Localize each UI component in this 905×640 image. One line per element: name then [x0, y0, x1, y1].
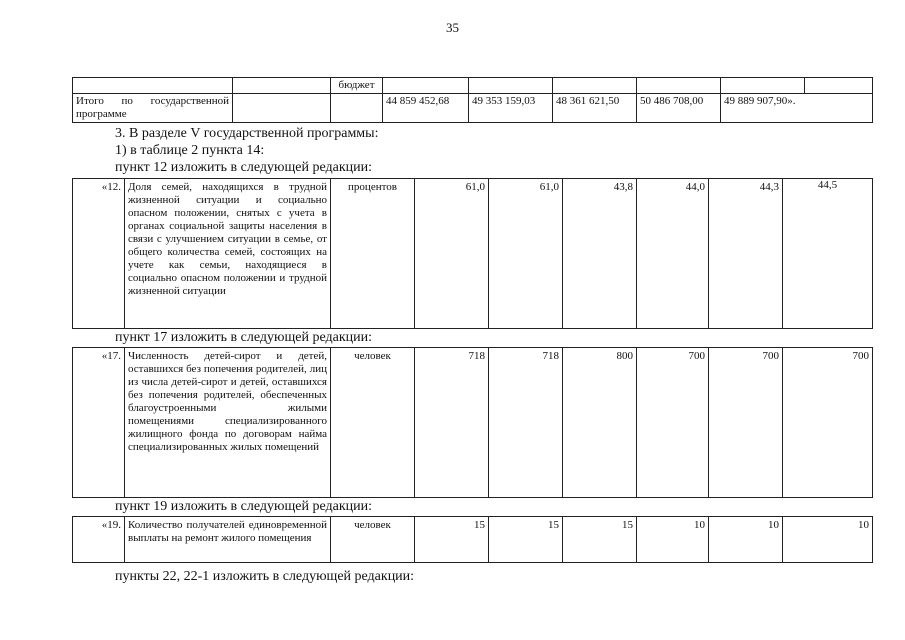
value-cell: 44,3 [709, 179, 783, 329]
value-cell: 700 [709, 348, 783, 498]
table-row [73, 78, 873, 94]
indicator-description: Доля семей, находящихся в трудной жизненной ситуации и социально опасном положении, снятых с учета в органах социальной защиты населения в связи с улучшением ситуации в семье, от общего количества семей, состоящих на учете как семьи, находящиеся в социально опасном положении и трудной жизненной ситуации [125, 179, 331, 329]
value-cell: 61,0 [489, 179, 563, 329]
value-cell: 10 [709, 517, 783, 563]
table-row [73, 517, 873, 563]
value-cell: 43,8 [563, 179, 637, 329]
table-row [73, 179, 873, 329]
total-value: 49 353 159,03 [469, 94, 553, 123]
indicator-table-19 [72, 516, 873, 563]
paragraph: пункт 19 изложить в следующей редакции: [115, 499, 372, 514]
paragraph: 3. В разделе V государственной программы: [115, 126, 379, 141]
row-number: «19. [73, 517, 125, 563]
indicator-table-12 [72, 178, 873, 329]
value-cell: 44,0 [637, 179, 709, 329]
indicator-table-17 [72, 347, 873, 498]
value-cell: 718 [415, 348, 489, 498]
total-value: 49 889 907,90». [721, 94, 873, 123]
value-cell: 718 [489, 348, 563, 498]
value-cell: 800 [563, 348, 637, 498]
indicator-description: Количество получателей единовременной выплаты на ремонт жилого помещения [125, 517, 331, 563]
indicator-description: Численность детей-сирот и детей, оставшихся без попечения родителей, лиц из числа детей-сирот и детей, оставшихся без попечения родителей, обеспеченных благоустроенными жилыми помещениями специализированного жилищного фонда по договорам найма специализированных жилых помещений [125, 348, 331, 498]
table-row [73, 94, 873, 123]
value-cell: 700 [783, 348, 873, 498]
budget-label: бюджет [331, 78, 383, 94]
value-cell: 15 [563, 517, 637, 563]
paragraph: пункты 22, 22-1 изложить в следующей редакции: [115, 569, 415, 584]
table-row [73, 348, 873, 498]
row-number: «17. [73, 348, 125, 498]
unit: человек [331, 348, 415, 498]
page-number: 35 [446, 20, 459, 35]
paragraph: пункт 12 изложить в следующей редакции: [115, 160, 372, 175]
total-value: 44 859 452,68 [383, 94, 469, 123]
budget-summary-table [72, 77, 873, 123]
value-cell: 700 [637, 348, 709, 498]
paragraph: пункт 17 изложить в следующей редакции: [115, 330, 372, 345]
value-cell: 10 [783, 517, 873, 563]
total-value: 48 361 621,50 [553, 94, 637, 123]
value-cell: 15 [415, 517, 489, 563]
paragraph: 1) в таблице 2 пункта 14: [115, 143, 265, 158]
row-number: «12. [73, 179, 125, 329]
total-value: 50 486 708,00 [637, 94, 721, 123]
unit: процентов [331, 179, 415, 329]
value-cell: 15 [489, 517, 563, 563]
value-cell: 44,5 [783, 179, 873, 329]
value-cell: 10 [637, 517, 709, 563]
value-cell: 61,0 [415, 179, 489, 329]
total-label: Итого по государственной программе [73, 94, 233, 123]
unit: человек [331, 517, 415, 563]
